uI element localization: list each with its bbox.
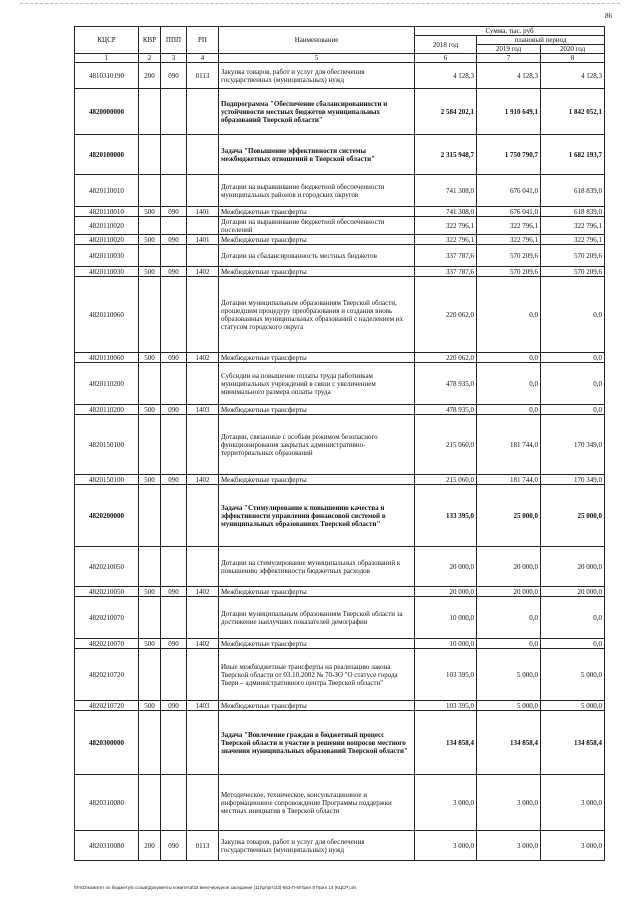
row-kcsr: 4820210070 bbox=[75, 639, 139, 649]
row-name: Иные межбюджетные трансферты на реализацию закона Тверской области от 03.10.2002 № 70-ЗО "О статусе города Твери – административного центра Тверской области" bbox=[219, 649, 415, 701]
row-value-2019: 0,0 bbox=[477, 639, 541, 649]
header-2019: 2019 год bbox=[477, 45, 541, 54]
row-value-2018: 10 000,0 bbox=[415, 639, 477, 649]
row-kcsr: 4820210070 bbox=[75, 597, 139, 639]
row-value-2018: 2 315 948,7 bbox=[415, 135, 477, 175]
row-kcsr: 4820000000 bbox=[75, 89, 139, 135]
row-kcsr: 4820110020 bbox=[75, 217, 139, 235]
row-ppp: 090 bbox=[161, 587, 187, 597]
row-name: Задача "Вовлечение граждан в бюджетный процесс Тверской области и участие в решении вопросов местного значения муниципальных образований Тверской области" bbox=[219, 711, 415, 775]
table-row bbox=[75, 475, 605, 485]
table-row bbox=[75, 649, 605, 701]
row-value-2020: 0,0 bbox=[541, 363, 605, 405]
row-value-2018: 20 000,0 bbox=[415, 547, 477, 587]
row-ppp bbox=[161, 217, 187, 235]
table-row bbox=[75, 587, 605, 597]
row-rp bbox=[187, 415, 219, 475]
row-value-2020: 322 796,1 bbox=[541, 235, 605, 245]
table-row bbox=[75, 175, 605, 207]
row-value-2018: 103 395,0 bbox=[415, 701, 477, 711]
table-row bbox=[75, 485, 605, 547]
row-value-2020: 5 000,0 bbox=[541, 701, 605, 711]
row-name: Дотации на стимулирование муниципальных образований к повышению эффективности бюджетных расходов bbox=[219, 547, 415, 587]
table-row bbox=[75, 775, 605, 831]
table-row bbox=[75, 831, 605, 861]
row-kvr: 500 bbox=[139, 235, 161, 245]
row-ppp bbox=[161, 89, 187, 135]
row-ppp: 090 bbox=[161, 831, 187, 861]
row-name: Задача "Стимулирование к повышению качества и эффективности управления финансовой системой в муниципальных образованиях Тверской области" bbox=[219, 485, 415, 547]
row-ppp: 090 bbox=[161, 475, 187, 485]
header-ppp: ППП bbox=[161, 27, 187, 54]
row-name: Дотации на выравнивание бюджетной обеспеченности муниципальных районов и городских округов bbox=[219, 175, 415, 207]
row-value-2018: 741 308,0 bbox=[415, 207, 477, 217]
row-kcsr: 4820210050 bbox=[75, 587, 139, 597]
row-rp: 1403 bbox=[187, 701, 219, 711]
row-value-2020: 570 209,6 bbox=[541, 267, 605, 277]
row-value-2018: 20 000,0 bbox=[415, 587, 477, 597]
budget-table bbox=[74, 26, 605, 861]
row-kvr: 500 bbox=[139, 405, 161, 415]
row-kvr bbox=[139, 363, 161, 405]
table-row bbox=[75, 267, 605, 277]
col-number: 2 bbox=[139, 54, 161, 63]
row-value-2020: 0,0 bbox=[541, 597, 605, 639]
row-value-2020: 618 839,0 bbox=[541, 207, 605, 217]
row-kcsr: 4820150100 bbox=[75, 415, 139, 475]
row-value-2018: 337 787,6 bbox=[415, 267, 477, 277]
row-value-2020: 1 842 052,1 bbox=[541, 89, 605, 135]
row-value-2018: 10 000,0 bbox=[415, 597, 477, 639]
table-row bbox=[75, 711, 605, 775]
row-ppp bbox=[161, 649, 187, 701]
row-value-2019: 3 000,0 bbox=[477, 775, 541, 831]
row-value-2020: 5 000,0 bbox=[541, 649, 605, 701]
row-kvr bbox=[139, 649, 161, 701]
row-value-2020: 170 349,0 bbox=[541, 475, 605, 485]
row-rp bbox=[187, 175, 219, 207]
col-number: 6 bbox=[415, 54, 477, 63]
row-value-2018: 3 000,0 bbox=[415, 775, 477, 831]
row-kvr: 500 bbox=[139, 353, 161, 363]
row-kvr bbox=[139, 415, 161, 475]
row-name: Субсидии на повышение оплаты труда работникам муниципальных учреждений в связи с увеличением минимального размера оплаты труда bbox=[219, 363, 415, 405]
row-name: Межбюджетные трансферты bbox=[219, 701, 415, 711]
row-kcsr: 4820210720 bbox=[75, 649, 139, 701]
row-value-2018: 220 062,0 bbox=[415, 353, 477, 363]
row-rp bbox=[187, 277, 219, 353]
table-row bbox=[75, 363, 605, 405]
col-number: 7 bbox=[477, 54, 541, 63]
row-value-2019: 570 209,6 bbox=[477, 245, 541, 267]
row-value-2020: 618 839,0 bbox=[541, 175, 605, 207]
row-rp bbox=[187, 485, 219, 547]
row-kvr bbox=[139, 245, 161, 267]
row-kvr bbox=[139, 175, 161, 207]
row-value-2018: 215 060,0 bbox=[415, 415, 477, 475]
row-value-2018: 3 000,0 bbox=[415, 831, 477, 861]
table-row bbox=[75, 415, 605, 475]
row-value-2018: 478 935,0 bbox=[415, 405, 477, 415]
row-kcsr: 4820110010 bbox=[75, 207, 139, 217]
row-value-2020: 4 128,3 bbox=[541, 63, 605, 89]
row-value-2019: 5 000,0 bbox=[477, 649, 541, 701]
row-kvr: 500 bbox=[139, 267, 161, 277]
row-kvr bbox=[139, 89, 161, 135]
row-ppp bbox=[161, 597, 187, 639]
row-value-2020: 570 209,6 bbox=[541, 245, 605, 267]
row-value-2018: 4 128,3 bbox=[415, 63, 477, 89]
header-2018: 2018 год bbox=[415, 36, 477, 54]
row-name: Межбюджетные трансферты bbox=[219, 405, 415, 415]
table-row bbox=[75, 547, 605, 587]
row-kvr bbox=[139, 217, 161, 235]
row-value-2018: 103 395,0 bbox=[415, 649, 477, 701]
row-value-2019: 322 796,1 bbox=[477, 235, 541, 245]
row-value-2019: 5 000,0 bbox=[477, 701, 541, 711]
row-kcsr: 4820110010 bbox=[75, 175, 139, 207]
col-number: 5 bbox=[219, 54, 415, 63]
table-row bbox=[75, 639, 605, 649]
row-value-2019: 676 041,0 bbox=[477, 175, 541, 207]
row-value-2020: 170 349,0 bbox=[541, 415, 605, 475]
row-rp: 1402 bbox=[187, 639, 219, 649]
row-ppp: 090 bbox=[161, 405, 187, 415]
row-name: Дотации на выравнивание бюджетной обеспеченности поселений bbox=[219, 217, 415, 235]
row-ppp bbox=[161, 277, 187, 353]
table-row bbox=[75, 63, 605, 89]
row-rp bbox=[187, 135, 219, 175]
row-rp: 1401 bbox=[187, 207, 219, 217]
row-kvr bbox=[139, 277, 161, 353]
row-rp bbox=[187, 775, 219, 831]
row-rp: 1402 bbox=[187, 587, 219, 597]
row-value-2020: 134 858,4 bbox=[541, 711, 605, 775]
header-name: Наименование bbox=[219, 27, 415, 54]
row-kcsr: 4820210720 bbox=[75, 701, 139, 711]
row-name: Межбюджетные трансферты bbox=[219, 475, 415, 485]
row-kcsr: 4820300000 bbox=[75, 711, 139, 775]
row-kcsr: 4820110060 bbox=[75, 353, 139, 363]
row-value-2020: 0,0 bbox=[541, 353, 605, 363]
row-name: Задача "Повышение эффективности системы межбюджетных отношений в Тверской области" bbox=[219, 135, 415, 175]
table-row bbox=[75, 701, 605, 711]
row-name: Межбюджетные трансферты bbox=[219, 639, 415, 649]
row-rp bbox=[187, 649, 219, 701]
table-row bbox=[75, 217, 605, 235]
row-value-2018: 2 584 202,1 bbox=[415, 89, 477, 135]
row-ppp: 090 bbox=[161, 639, 187, 649]
row-ppp: 090 bbox=[161, 207, 187, 217]
row-value-2018: 322 796,1 bbox=[415, 217, 477, 235]
row-rp bbox=[187, 217, 219, 235]
row-value-2018: 322 796,1 bbox=[415, 235, 477, 245]
row-rp: 0113 bbox=[187, 63, 219, 89]
row-kvr: 500 bbox=[139, 639, 161, 649]
row-value-2019: 0,0 bbox=[477, 597, 541, 639]
row-ppp: 090 bbox=[161, 267, 187, 277]
row-kcsr: 4820110030 bbox=[75, 245, 139, 267]
row-value-2019: 570 209,6 bbox=[477, 267, 541, 277]
row-value-2018: 215 060,0 bbox=[415, 475, 477, 485]
row-value-2020: 20 000,0 bbox=[541, 587, 605, 597]
table-row bbox=[75, 277, 605, 353]
row-kvr: 500 bbox=[139, 587, 161, 597]
row-ppp bbox=[161, 363, 187, 405]
row-value-2020: 25 000,0 bbox=[541, 485, 605, 547]
table-row bbox=[75, 89, 605, 135]
row-kcsr: 4820110200 bbox=[75, 363, 139, 405]
row-kvr: 500 bbox=[139, 207, 161, 217]
row-rp bbox=[187, 363, 219, 405]
row-kvr bbox=[139, 547, 161, 587]
row-kcsr: 4820310080 bbox=[75, 775, 139, 831]
row-ppp bbox=[161, 415, 187, 475]
row-kcsr: 4820110020 bbox=[75, 235, 139, 245]
row-kcsr: 4820110060 bbox=[75, 277, 139, 353]
row-name: Подпрограмма "Обеспечение сбалансированности и устойчивости местных бюджетов муниципальных образований Тверской области" bbox=[219, 89, 415, 135]
table-row bbox=[75, 207, 605, 217]
row-value-2019: 0,0 bbox=[477, 277, 541, 353]
row-value-2020: 0,0 bbox=[541, 639, 605, 649]
row-ppp bbox=[161, 775, 187, 831]
row-value-2019: 1 910 649,1 bbox=[477, 89, 541, 135]
row-kcsr: 4820310080 bbox=[75, 831, 139, 861]
row-kvr bbox=[139, 711, 161, 775]
row-value-2019: 0,0 bbox=[477, 405, 541, 415]
row-value-2019: 20 000,0 bbox=[477, 547, 541, 587]
row-rp: 0113 bbox=[187, 831, 219, 861]
row-value-2018: 478 935,0 bbox=[415, 363, 477, 405]
row-value-2019: 25 000,0 bbox=[477, 485, 541, 547]
row-value-2019: 181 744,0 bbox=[477, 415, 541, 475]
table-row bbox=[75, 405, 605, 415]
row-name: Дотации на сбалансированность местных бюджетов bbox=[219, 245, 415, 267]
row-rp: 1401 bbox=[187, 235, 219, 245]
row-value-2020: 322 796,1 bbox=[541, 217, 605, 235]
row-kcsr: 4810310190 bbox=[75, 63, 139, 89]
row-value-2019: 134 858,4 bbox=[477, 711, 541, 775]
row-kvr: 500 bbox=[139, 701, 161, 711]
row-name: Межбюджетные трансферты bbox=[219, 235, 415, 245]
row-rp bbox=[187, 245, 219, 267]
row-value-2019: 20 000,0 bbox=[477, 587, 541, 597]
row-kcsr: 4820210050 bbox=[75, 547, 139, 587]
row-value-2020: 3 000,0 bbox=[541, 831, 605, 861]
row-name: Межбюджетные трансферты bbox=[219, 267, 415, 277]
scan-edge-line bbox=[20, 3, 620, 4]
row-kvr bbox=[139, 485, 161, 547]
row-kvr: 200 bbox=[139, 831, 161, 861]
row-value-2019: 1 750 790,7 bbox=[477, 135, 541, 175]
row-kcsr: 4820200000 bbox=[75, 485, 139, 547]
row-name: Дотации муниципальным образованиям Тверской области, прошедшим процедуру преобразования и создания вновь образованных муниципальных образований с наделением их статусом городского округа bbox=[219, 277, 415, 353]
row-rp: 1402 bbox=[187, 267, 219, 277]
row-value-2020: 20 000,0 bbox=[541, 547, 605, 587]
row-ppp: 090 bbox=[161, 353, 187, 363]
row-kvr bbox=[139, 597, 161, 639]
row-value-2018: 133 395,0 bbox=[415, 485, 477, 547]
row-value-2019: 3 000,0 bbox=[477, 831, 541, 861]
row-ppp bbox=[161, 245, 187, 267]
row-kvr bbox=[139, 775, 161, 831]
header-kcsr: КЦСР bbox=[75, 27, 139, 54]
page-number: 86 bbox=[605, 12, 612, 20]
col-number: 8 bbox=[541, 54, 605, 63]
row-name: Закупка товаров, работ и услуг для обеспечения государственных (муниципальных) нужд bbox=[219, 63, 415, 89]
table-row bbox=[75, 245, 605, 267]
row-rp bbox=[187, 597, 219, 639]
row-rp bbox=[187, 89, 219, 135]
row-name: Дотации, связанные с особым режимом безопасного функционирования закрытых административно-территориальных образований bbox=[219, 415, 415, 475]
header-plan-period: плановый период bbox=[477, 36, 605, 45]
col-number: 4 bbox=[187, 54, 219, 63]
row-kcsr: 4820150100 bbox=[75, 475, 139, 485]
row-value-2019: 676 041,0 bbox=[477, 207, 541, 217]
row-ppp bbox=[161, 135, 187, 175]
row-value-2019: 322 796,1 bbox=[477, 217, 541, 235]
row-rp: 1403 bbox=[187, 405, 219, 415]
header-rp: РП bbox=[187, 27, 219, 54]
row-ppp: 090 bbox=[161, 235, 187, 245]
row-value-2019: 0,0 bbox=[477, 353, 541, 363]
row-kcsr: 4820100000 bbox=[75, 135, 139, 175]
row-kvr: 200 bbox=[139, 63, 161, 89]
row-value-2020: 1 682 193,7 bbox=[541, 135, 605, 175]
row-rp: 1402 bbox=[187, 353, 219, 363]
table-row bbox=[75, 597, 605, 639]
row-kvr: 500 bbox=[139, 475, 161, 485]
header-kvr: КВР bbox=[139, 27, 161, 54]
row-name: Межбюджетные трансферты bbox=[219, 353, 415, 363]
header-sum: Сумма, тыс. руб bbox=[415, 27, 605, 36]
row-ppp bbox=[161, 175, 187, 207]
row-rp: 1402 bbox=[187, 475, 219, 485]
file-path-footer: \\Fs02\комитет по бюджету\6 созыв\Документы комитета\33 внеочередное заседание (11)\рг\рг\(33)-853-П-6\Прил 8 Прил 14 (КЦСР).xls bbox=[74, 885, 357, 890]
row-rp bbox=[187, 711, 219, 775]
table-row bbox=[75, 353, 605, 363]
row-name: Закупка товаров, работ и услуг для обеспечения государственных (муниципальных) нужд bbox=[219, 831, 415, 861]
row-ppp bbox=[161, 485, 187, 547]
col-number: 1 bbox=[75, 54, 139, 63]
row-ppp: 090 bbox=[161, 63, 187, 89]
row-ppp bbox=[161, 547, 187, 587]
table-row bbox=[75, 235, 605, 245]
row-rp bbox=[187, 547, 219, 587]
row-name: Дотации муниципальным образованиям Тверской области за достижение наилучших показателей демографии bbox=[219, 597, 415, 639]
col-number: 3 bbox=[161, 54, 187, 63]
row-name: Межбюджетные трансферты bbox=[219, 207, 415, 217]
row-value-2018: 337 787,6 bbox=[415, 245, 477, 267]
row-value-2020: 3 000,0 bbox=[541, 775, 605, 831]
row-ppp bbox=[161, 711, 187, 775]
row-kcsr: 4820110200 bbox=[75, 405, 139, 415]
row-value-2018: 220 062,0 bbox=[415, 277, 477, 353]
table-row bbox=[75, 135, 605, 175]
row-name: Методическое, техническое, консультационное и информационное сопровождение Программы поддержки местных инициатив в Тверской области bbox=[219, 775, 415, 831]
row-value-2020: 0,0 bbox=[541, 277, 605, 353]
row-ppp: 090 bbox=[161, 701, 187, 711]
row-value-2018: 134 858,4 bbox=[415, 711, 477, 775]
row-value-2020: 0,0 bbox=[541, 405, 605, 415]
header-2020: 2020 год bbox=[541, 45, 605, 54]
row-kvr bbox=[139, 135, 161, 175]
row-name: Межбюджетные трансферты bbox=[219, 587, 415, 597]
row-value-2018: 741 308,0 bbox=[415, 175, 477, 207]
row-kcsr: 4820110030 bbox=[75, 267, 139, 277]
row-value-2019: 181 744,0 bbox=[477, 475, 541, 485]
row-value-2019: 4 128,3 bbox=[477, 63, 541, 89]
row-value-2019: 0,0 bbox=[477, 363, 541, 405]
